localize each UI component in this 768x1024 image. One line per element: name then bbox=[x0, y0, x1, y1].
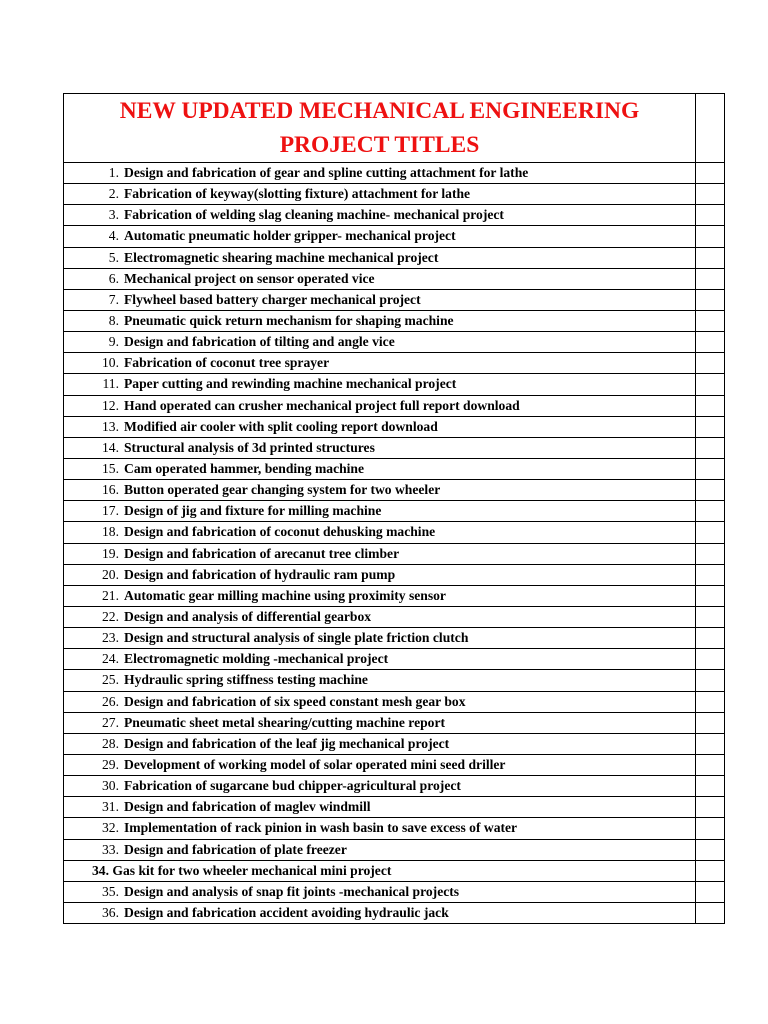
item-cell bbox=[64, 289, 696, 310]
list-item bbox=[64, 564, 725, 585]
item-number: 2. bbox=[108, 186, 119, 202]
item-title: Design and fabrication of plate freezer bbox=[124, 841, 347, 857]
side-cell bbox=[696, 649, 725, 670]
item-number: 21. bbox=[102, 587, 119, 603]
item-cell bbox=[64, 818, 696, 839]
list-item bbox=[64, 395, 725, 416]
side-cell bbox=[696, 395, 725, 416]
item-title: Modified air cooler with split cooling report download bbox=[124, 418, 438, 434]
item-title: Fabrication of keyway(slotting fixture) attachment for lathe bbox=[124, 186, 471, 202]
item-cell bbox=[64, 670, 696, 691]
item-title: Hydraulic spring stiffness testing machine bbox=[124, 672, 368, 688]
page-title-line-1: NEW UPDATED MECHANICAL ENGINEERING bbox=[119, 98, 640, 124]
project-titles-table bbox=[63, 93, 725, 924]
item-cell bbox=[64, 522, 696, 543]
item-title: Design and fabrication of hydraulic ram pump bbox=[124, 566, 396, 582]
item-number: 29. bbox=[102, 757, 119, 772]
item-title: Design and fabrication of tilting and angle vice bbox=[124, 334, 395, 350]
item-title: Structural analysis of 3d printed structures bbox=[124, 439, 375, 455]
list-item bbox=[64, 480, 725, 501]
item-title: Automatic pneumatic holder gripper- mechanical project bbox=[124, 228, 456, 244]
item-cell bbox=[64, 585, 696, 606]
item-cell bbox=[64, 416, 696, 437]
side-cell bbox=[696, 585, 725, 606]
side-cell bbox=[696, 268, 725, 289]
item-cell bbox=[64, 501, 696, 522]
item-number: 26. bbox=[102, 693, 119, 709]
side-cell bbox=[696, 754, 725, 775]
item-number: 10. bbox=[102, 355, 119, 371]
list-item bbox=[64, 670, 725, 691]
item-number: 1. bbox=[108, 165, 119, 181]
item-number: 24. bbox=[102, 651, 119, 667]
list-item bbox=[64, 606, 725, 627]
item-number: 31. bbox=[102, 799, 119, 815]
item-title: Automatic gear milling machine using proximity sensor bbox=[124, 587, 446, 603]
list-item bbox=[64, 754, 725, 775]
item-number: 6. bbox=[108, 270, 119, 286]
list-item bbox=[64, 416, 725, 437]
item-cell bbox=[64, 310, 696, 331]
item-title: Design and fabrication of maglev windmill bbox=[124, 799, 371, 815]
side-cell bbox=[696, 733, 725, 754]
list-item bbox=[64, 205, 725, 226]
item-number: 33. bbox=[102, 841, 119, 857]
item-title: Hand operated can crusher mechanical project full report download bbox=[124, 397, 520, 413]
side-cell bbox=[696, 797, 725, 818]
item-cell bbox=[64, 353, 696, 374]
list-item bbox=[64, 374, 725, 395]
item-cell bbox=[64, 902, 696, 923]
item-title: Design and fabrication of the leaf jig mechanical project bbox=[124, 735, 450, 751]
list-item bbox=[64, 437, 725, 458]
item-number: 17. bbox=[102, 503, 119, 519]
side-cell bbox=[696, 776, 725, 797]
list-item bbox=[64, 902, 725, 923]
list-item bbox=[64, 332, 725, 353]
item-title: Design and fabrication of six speed constant mesh gear box bbox=[124, 693, 466, 709]
item-number: 5. bbox=[108, 249, 119, 265]
side-cell bbox=[696, 163, 725, 184]
list-item bbox=[64, 184, 725, 205]
list-item bbox=[64, 881, 725, 902]
item-cell bbox=[64, 754, 696, 775]
item-cell bbox=[64, 458, 696, 479]
item-cell bbox=[64, 606, 696, 627]
side-cell bbox=[696, 501, 725, 522]
item-cell bbox=[64, 205, 696, 226]
item-cell bbox=[64, 247, 696, 268]
item-number: 14. bbox=[102, 439, 119, 455]
side-cell bbox=[696, 353, 725, 374]
item-cell bbox=[64, 226, 696, 247]
item-title: Design and analysis of snap fit joints -mechanical projects bbox=[124, 883, 460, 899]
item-title: Electromagnetic molding -mechanical project bbox=[124, 651, 389, 667]
item-title: Pneumatic quick return mechanism for shaping machine bbox=[124, 313, 454, 329]
side-cell bbox=[696, 691, 725, 712]
side-cell bbox=[696, 606, 725, 627]
item-number: 9. bbox=[108, 334, 119, 350]
title-cell bbox=[64, 94, 696, 163]
side-cell bbox=[696, 310, 725, 331]
item-number: 30. bbox=[102, 778, 119, 794]
item-title: Fabrication of sugarcane bud chipper-agricultural project bbox=[124, 778, 461, 794]
list-item bbox=[64, 733, 725, 754]
item-cell bbox=[64, 691, 696, 712]
item-number: 8. bbox=[108, 313, 119, 329]
side-cell bbox=[696, 458, 725, 479]
side-cell bbox=[696, 543, 725, 564]
side-cell bbox=[696, 480, 725, 501]
item-number: 15. bbox=[102, 461, 119, 477]
list-item bbox=[64, 839, 725, 860]
side-cell bbox=[696, 564, 725, 585]
item-number: 36. bbox=[102, 904, 119, 920]
item-title: Paper cutting and rewinding machine mechanical project bbox=[124, 376, 457, 392]
item-title: Pneumatic sheet metal shearing/cutting machine report bbox=[124, 714, 446, 730]
item-number: 20. bbox=[102, 566, 119, 582]
item-title: Design and fabrication accident avoiding hydraulic jack bbox=[124, 904, 449, 920]
item-title: Design and fabrication of arecanut tree climber bbox=[124, 545, 400, 561]
list-item bbox=[64, 289, 725, 310]
item-number: 25. bbox=[102, 672, 119, 688]
list-item bbox=[64, 818, 725, 839]
item-number: 4. bbox=[108, 228, 119, 244]
item-title: Mechanical project on sensor operated vice bbox=[124, 270, 375, 286]
item-cell bbox=[64, 733, 696, 754]
item-title: Design and fabrication of coconut dehusking machine bbox=[124, 524, 436, 540]
item-cell bbox=[64, 776, 696, 797]
side-cell bbox=[696, 184, 725, 205]
title-row bbox=[64, 94, 725, 163]
item-cell bbox=[64, 649, 696, 670]
item-title: Design and structural analysis of single plate friction clutch bbox=[124, 630, 469, 646]
side-cell bbox=[696, 205, 725, 226]
list-item bbox=[64, 585, 725, 606]
list-item bbox=[64, 712, 725, 733]
list-item bbox=[64, 163, 725, 184]
side-cell bbox=[696, 94, 725, 163]
item-cell bbox=[64, 184, 696, 205]
side-cell bbox=[696, 289, 725, 310]
list-item bbox=[64, 522, 725, 543]
item-number: 16. bbox=[102, 482, 119, 498]
item-number: 11. bbox=[102, 376, 119, 392]
item-title: Fabrication of coconut tree sprayer bbox=[124, 355, 330, 371]
item-title: Implementation of rack pinion in wash basin to save excess of water bbox=[124, 820, 518, 836]
list-item bbox=[64, 860, 725, 881]
item-cell bbox=[64, 797, 696, 818]
item-number: 19. bbox=[102, 545, 119, 561]
side-cell bbox=[696, 628, 725, 649]
item-cell bbox=[64, 839, 696, 860]
item-cell bbox=[64, 543, 696, 564]
side-cell bbox=[696, 818, 725, 839]
side-cell bbox=[696, 670, 725, 691]
list-item bbox=[64, 353, 725, 374]
item-cell bbox=[64, 395, 696, 416]
item-cell bbox=[64, 860, 696, 881]
item-number: 27. bbox=[102, 714, 119, 730]
item-cell bbox=[64, 374, 696, 395]
side-cell bbox=[696, 247, 725, 268]
item-title: Button operated gear changing system for two wheeler bbox=[124, 482, 441, 498]
side-cell bbox=[696, 416, 725, 437]
list-item bbox=[64, 226, 725, 247]
side-cell bbox=[696, 437, 725, 458]
item-title: Flywheel based battery charger mechanical project bbox=[124, 291, 421, 307]
item-cell bbox=[64, 437, 696, 458]
item-title: Fabrication of welding slag cleaning machine- mechanical project bbox=[124, 207, 504, 223]
list-item bbox=[64, 247, 725, 268]
item-title: Design and analysis of differential gearbox bbox=[124, 609, 372, 625]
item-number: 12. bbox=[102, 397, 119, 413]
item-cell bbox=[64, 163, 696, 184]
item-number: 32. bbox=[102, 820, 119, 836]
list-item bbox=[64, 797, 725, 818]
item-title: Development of working model of solar operated mini seed driller bbox=[124, 757, 506, 772]
side-cell bbox=[696, 881, 725, 902]
item-number: 7. bbox=[108, 291, 119, 307]
side-cell bbox=[696, 902, 725, 923]
item-cell bbox=[64, 712, 696, 733]
list-item bbox=[64, 268, 725, 289]
list-item bbox=[64, 776, 725, 797]
list-item bbox=[64, 501, 725, 522]
list-item bbox=[64, 458, 725, 479]
item-number: 28. bbox=[102, 735, 119, 751]
item-cell bbox=[64, 628, 696, 649]
item-cell bbox=[64, 332, 696, 353]
item-number: 18. bbox=[102, 524, 119, 540]
item-number: 22. bbox=[102, 609, 119, 625]
item-cell bbox=[64, 881, 696, 902]
list-item bbox=[64, 649, 725, 670]
item-title: Design and fabrication of gear and spline cutting attachment for lathe bbox=[124, 165, 529, 181]
item-title: Electromagnetic shearing machine mechanical project bbox=[124, 249, 439, 265]
page-title-line-2: PROJECT TITLES bbox=[279, 132, 480, 158]
item-title: Design of jig and fixture for milling machine bbox=[124, 503, 382, 519]
list-item bbox=[64, 310, 725, 331]
item-title: Cam operated hammer, bending machine bbox=[124, 461, 365, 477]
list-item bbox=[64, 628, 725, 649]
item-number: 23. bbox=[102, 630, 119, 646]
list-item bbox=[64, 543, 725, 564]
item-cell bbox=[64, 268, 696, 289]
item-number: 13. bbox=[102, 418, 119, 434]
item-number: 3. bbox=[108, 207, 119, 223]
item-cell bbox=[64, 564, 696, 585]
item-cell bbox=[64, 480, 696, 501]
side-cell bbox=[696, 860, 725, 881]
side-cell bbox=[696, 522, 725, 543]
side-cell bbox=[696, 374, 725, 395]
side-cell bbox=[696, 332, 725, 353]
side-cell bbox=[696, 712, 725, 733]
list-item bbox=[64, 691, 725, 712]
item-title: 34. Gas kit for two wheeler mechanical mini project bbox=[92, 862, 392, 878]
item-number: 35. bbox=[102, 883, 119, 899]
side-cell bbox=[696, 226, 725, 247]
side-cell bbox=[696, 839, 725, 860]
